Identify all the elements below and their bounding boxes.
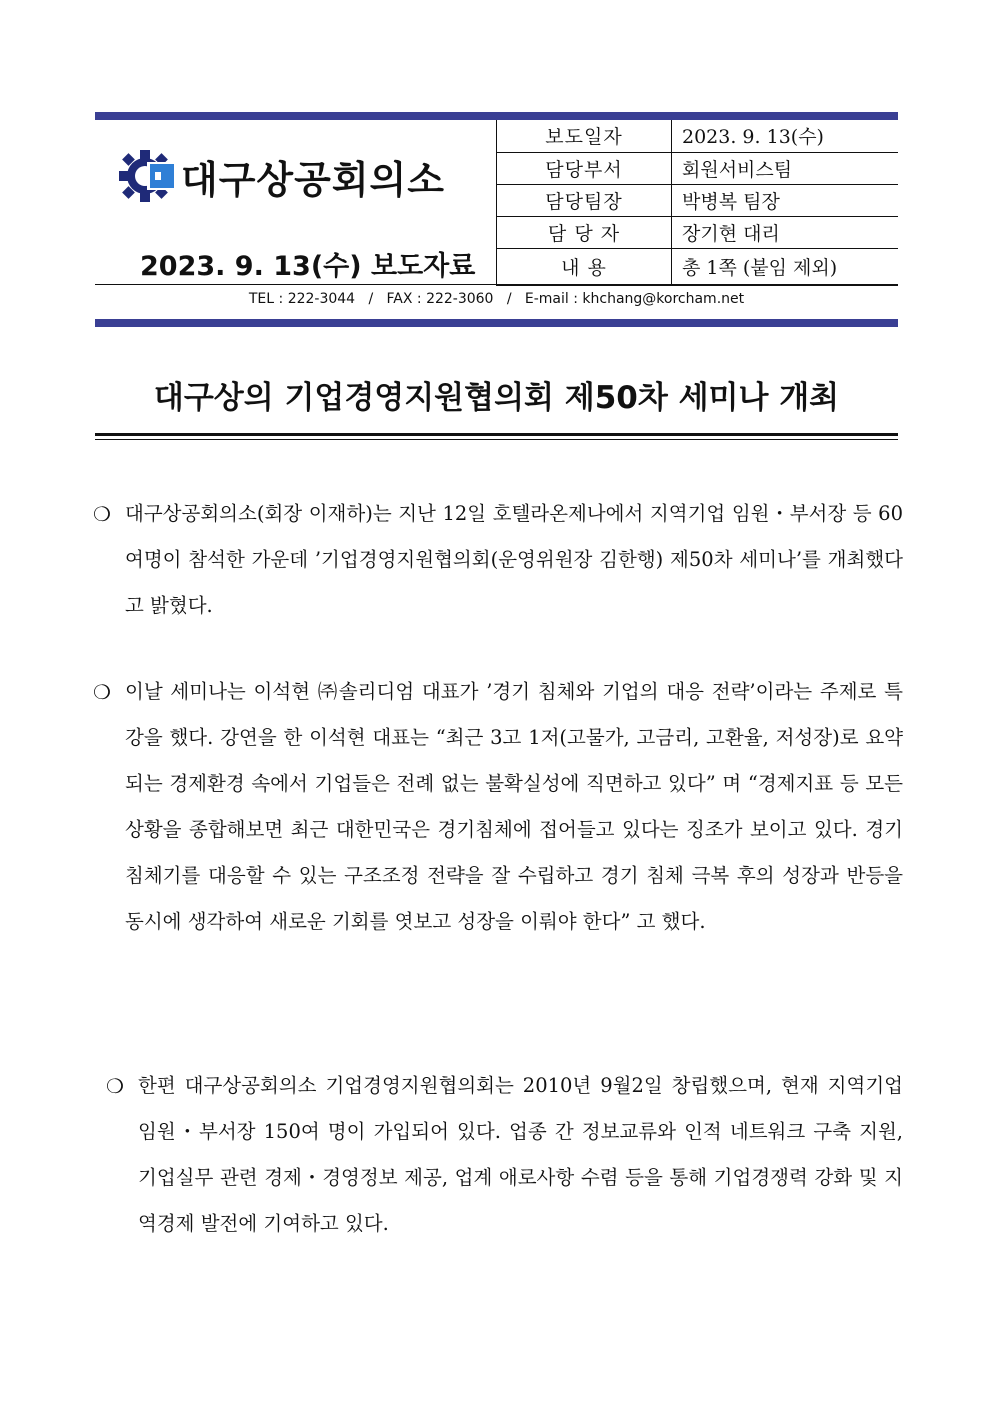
article-paragraph (93, 491, 903, 629)
info-value: 회원서비스팀 (672, 152, 899, 184)
info-value: 박병복 팀장 (672, 184, 899, 216)
chamber-logo (117, 148, 445, 204)
article-paragraph (93, 669, 903, 945)
gear-logo-icon (117, 148, 177, 204)
circle-bullet-icon: ❍ (93, 680, 111, 704)
info-row (497, 184, 899, 216)
paragraph-text: 대구상공회의소(회장 이재하)는 지난 12일 호텔라온제나에서 지역기업 임원・부서장 등 60여명이 참석한 가운데 ’기업경영지원협의회(운영위원장 김한행) 제50차 세미나’를 개최했다고 밝혔다. (125, 502, 903, 617)
info-row (497, 120, 899, 152)
info-row (497, 248, 899, 285)
contact-line: TEL : 222-3044 / FAX : 222-3060 / E-mail : khchang@korcham.net (95, 284, 898, 307)
header-left-panel (95, 120, 496, 285)
top-header-bar (95, 112, 898, 120)
info-row (497, 216, 899, 248)
info-label: 내 용 (497, 248, 672, 285)
info-row (497, 152, 899, 184)
info-label: 보도일자 (497, 120, 672, 152)
info-value: 총 1쪽 (붙임 제외) (672, 248, 899, 285)
info-value: 2023. 9. 13(수) (672, 120, 899, 152)
info-value: 장기현 대리 (672, 216, 899, 248)
info-label: 담당팀장 (497, 184, 672, 216)
info-label: 담당부서 (497, 152, 672, 184)
info-label: 담 당 자 (497, 216, 672, 248)
paragraph-text: 이날 세미나는 이석현 ㈜솔리디엄 대표가 ’경기 침체와 기업의 대응 전략’이라는 주제로 특강을 했다. 강연을 한 이석현 대표는 “최근 3고 1저(고물가, 고금리, 고환율, 저성장)로 요약되는 경제환경 속에서 기업들은 전례 없는 불확실성에 직면하고 있다” 며 “경제지표 등 모든 상황을 종합해보면 최근 대한민국은 경기침체에 접어들고 있다는 징조가 보이고 있다. 경기 침체기를 대응할 수 있는 구조조정 전략을 잘 수립하고 경기 침체 극복 후의 성장과 반등을 동시에 생각하여 새로운 기회를 엿보고 성장을 이뤄야 한다” 고 했다. (125, 680, 903, 933)
paragraph-text: 한편 대구상공회의소 기업경영지원협의회는 2010년 9월2일 창립했으며, 현재 지역기업 임원・부서장 150여 명이 가입되어 있다. 업종 간 정보교류와 인적 네트워크 구축 지원, 기업실무 관련 경제・경영정보 제공, 업계 애로사항 수렴 등을 통해 기업경쟁력 강화 및 지역경제 발전에 기여하고 있다. (138, 1074, 903, 1235)
press-release-title: 2023. 9. 13(수) 보도자료 (140, 251, 476, 282)
article-paragraph (106, 1063, 903, 1247)
headline-underline-thick (95, 433, 898, 436)
circle-bullet-icon: ❍ (106, 1074, 124, 1098)
logo-text: 대구상공회의소 (181, 157, 445, 202)
bottom-header-bar (95, 319, 898, 327)
article-headline: 대구상의 기업경영지원협의회 제50차 세미나 개최 (153, 380, 840, 416)
headline-underline-thin (95, 439, 898, 440)
release-info-table (496, 120, 898, 286)
circle-bullet-icon: ❍ (93, 502, 111, 526)
